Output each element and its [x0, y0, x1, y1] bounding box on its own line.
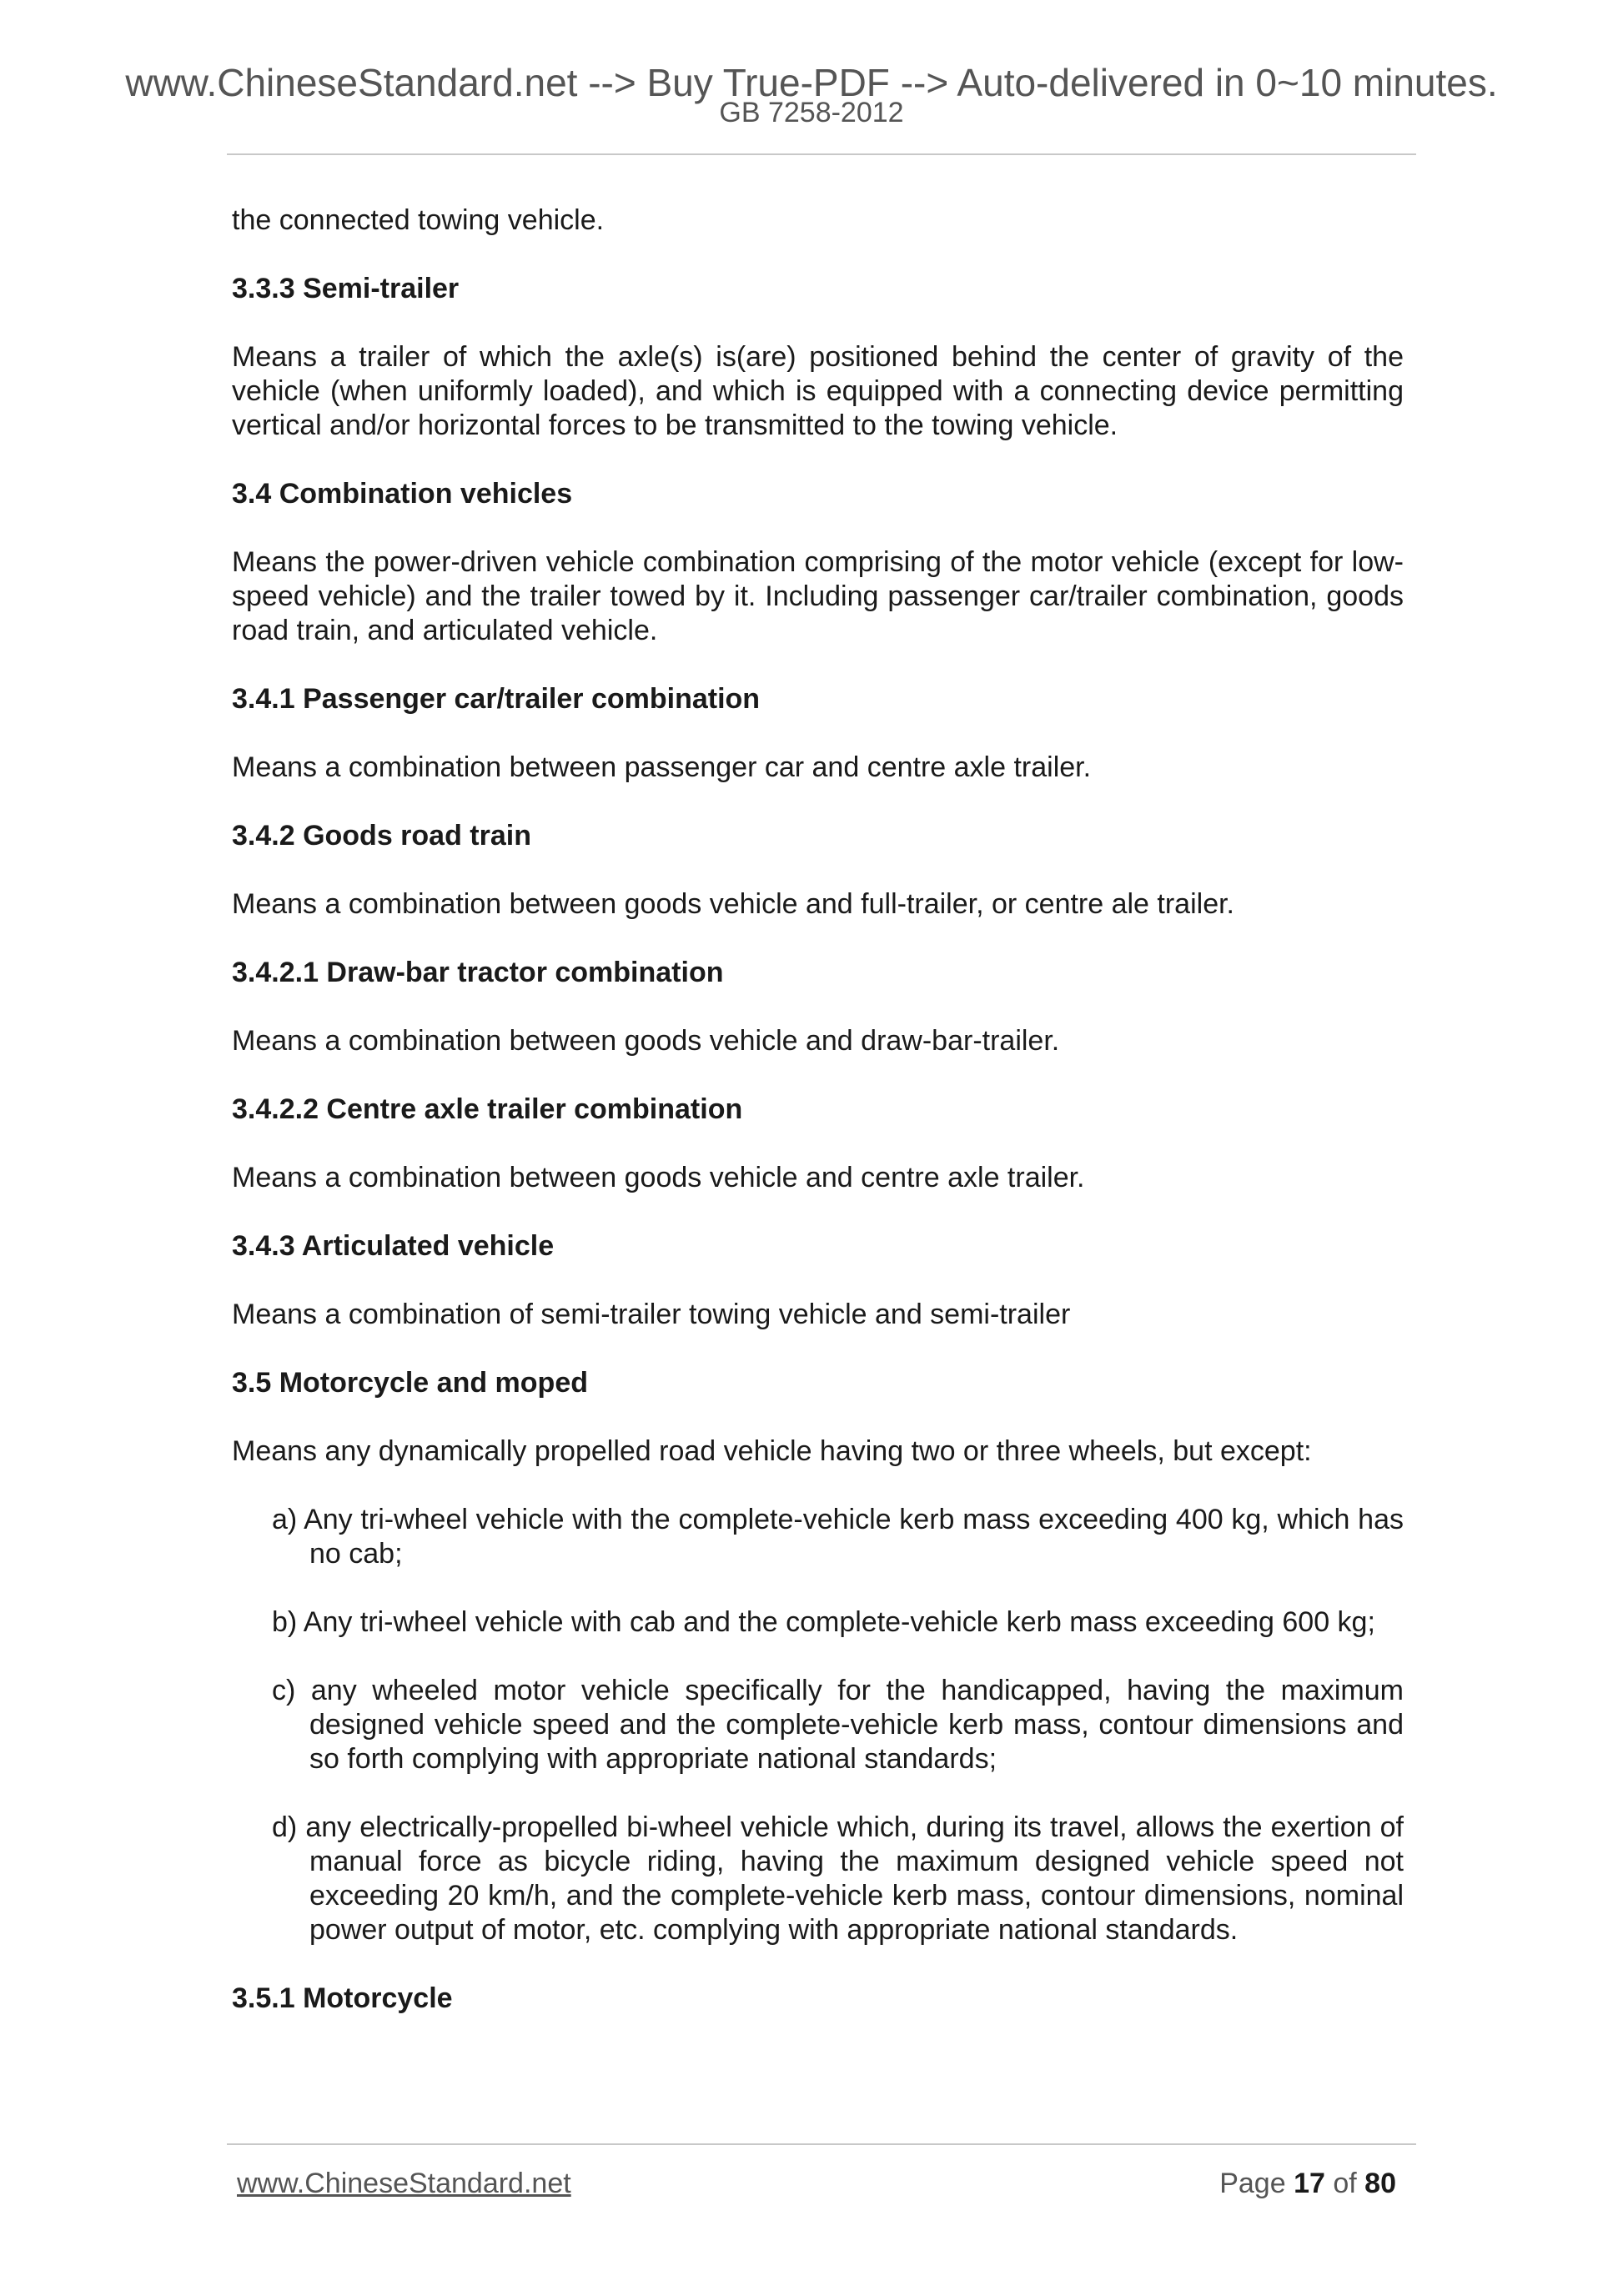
- footer-site-link[interactable]: www.ChineseStandard.net: [237, 2168, 571, 2199]
- list-item-c: c) any wheeled motor vehicle specifically for the handicapped, having the maximum designed vehicle speed and the complete-vehicle kerb mass, contour dimensions and so forth complying with appropriate national standards;: [272, 1675, 1404, 1775]
- heading-3-3-3: 3.3.3 Semi-trailer: [232, 273, 460, 304]
- paragraph-3-4-2-1: Means a combination between goods vehicle and draw-bar-trailer.: [232, 1025, 1060, 1057]
- footer-divider: [227, 2143, 1416, 2145]
- standard-code: GB 7258-2012: [719, 97, 904, 128]
- page-total: 80: [1364, 2168, 1396, 2199]
- heading-3-4: 3.4 Combination vehicles: [232, 478, 573, 510]
- paragraph-3-3-3: Means a trailer of which the axle(s) is(are) positioned behind the center of gravity of the vehicle (when uniformly loaded), and which is equipped with a connecting device permitting vertical and/or horizontal forces to be transmitted to the towing vehicle.: [232, 341, 1404, 441]
- list-item-b: b) Any tri-wheel vehicle with cab and the complete-vehicle kerb mass exceeding 600 kg;: [272, 1606, 1375, 1638]
- intro-paragraph: the connected towing vehicle.: [232, 204, 605, 236]
- list-item-d: d) any electrically-propelled bi-wheel vehicle which, during its travel, allows the exertion of manual force as bicycle riding, having the maximum designed vehicle speed not exceeding 20 km/h, and the complete-vehicle kerb mass, contour dimensions, nominal power output of motor, etc. complying with appropriate national standards.: [272, 1811, 1404, 1946]
- paragraph-3-5: Means any dynamically propelled road vehicle having two or three wheels, but except:: [232, 1435, 1312, 1467]
- header-divider: [227, 153, 1416, 155]
- paragraph-3-4-2: Means a combination between goods vehicle and full-trailer, or centre ale trailer.: [232, 888, 1235, 920]
- page-of: of: [1333, 2168, 1357, 2199]
- heading-3-4-2-1: 3.4.2.1 Draw-bar tractor combination: [232, 957, 724, 988]
- paragraph-3-4-1: Means a combination between passenger car and centre axle trailer.: [232, 751, 1092, 783]
- list-item-a: a) Any tri-wheel vehicle with the complete-vehicle kerb mass exceeding 400 kg, which has no cab;: [272, 1504, 1404, 1570]
- page-current: 17: [1294, 2168, 1325, 2199]
- heading-3-4-1: 3.4.1 Passenger car/trailer combination: [232, 683, 761, 715]
- page-number: [1219, 2169, 1396, 2198]
- page-content: [232, 203, 1404, 2050]
- heading-3-5-1: 3.5.1 Motorcycle: [232, 1982, 453, 2014]
- paragraph-3-4-2-2: Means a combination between goods vehicle and centre axle trailer.: [232, 1162, 1085, 1193]
- top-banner: www.ChineseStandard.net --> Buy True-PDF --> Auto-delivered in 0~10 minutes.: [125, 61, 1498, 104]
- heading-3-4-2-2: 3.4.2.2 Centre axle trailer combination: [232, 1093, 743, 1125]
- paragraph-3-4-3: Means a combination of semi-trailer towing vehicle and semi-trailer: [232, 1299, 1071, 1330]
- heading-3-5: 3.5 Motorcycle and moped: [232, 1367, 588, 1399]
- heading-3-4-3: 3.4.3 Articulated vehicle: [232, 1230, 555, 1262]
- heading-3-4-2: 3.4.2 Goods road train: [232, 820, 531, 852]
- page-label: Page: [1219, 2168, 1286, 2199]
- paragraph-3-4: Means the power-driven vehicle combination comprising of the motor vehicle (except for low-speed vehicle) and the trailer towed by it. Including passenger car/trailer combination, goods road train, and articulated vehicle.: [232, 546, 1404, 646]
